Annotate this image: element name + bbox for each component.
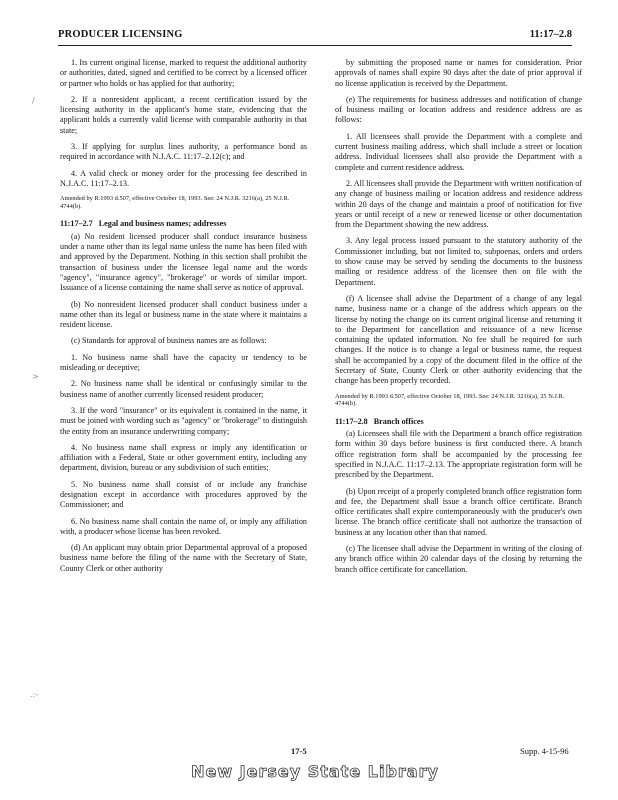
amendment-note: Amended by R.1993 d.507, effective October 18, 1993. See: 24 N.J.R. 3216(a), 25 N.J.R. 4744(b). <box>335 392 565 408</box>
paragraph: (c) Standards for approval of business names are as follows: <box>71 336 267 346</box>
margin-mark: / <box>32 96 35 105</box>
header-chapter-title: PRODUCER LICENSING <box>58 29 183 40</box>
paragraph: (d) An applicant may obtain prior Departmental approval of a proposed business name before the filing of the name with the Secretary of State, County Clerk or other authority <box>60 543 307 573</box>
paragraph: (a) Licensees shall file with the Department a branch office registration form within 30 days before business is first conducted there. A branch office registration form shall be accompanied by the processing fee specified in N.J.A.C. 11:17–2.13. The appropriate registration form will be prescribed by the Department. <box>335 429 582 480</box>
paragraph: 1. All licensees shall provide the Department with a complete and current business mailing address, which shall include a street or location address. Individual licensees shall also provide the Department with a complete and current residence address. <box>335 131 582 172</box>
right-column <box>335 58 582 581</box>
paragraph: 2. No business name shall be identical or confusingly similar to the business name of another currently licensed resident producer; <box>60 379 307 399</box>
paragraph: 3. Any legal process issued pursuant to the statutory authority of the Commissioner including, but not limited to, subpoenas, orders and orders to show cause may be served by sending the documents to the business mailing or residence address of the licensee then on file with the Department. <box>335 236 582 287</box>
amendment-note: Amended by R.1993 d.507, effective October 18, 1993. See: 24 N.J.R. 3216(a), 25 N.J.R. 4744(b). <box>60 195 290 210</box>
paragraph: (e) The requirements for business addresses and notification of change of business mailing or location address and residence address are as follows: <box>335 94 582 125</box>
paragraph: 3. If applying for surplus lines authority, a performance bond as required in accordance with N.J.A.C. 11:17–2.12(c); and <box>60 142 307 162</box>
paragraph: 2. All licensees shall provide the Department with written notification of any change of business mailing or location address and residence address within 20 days of the change and maintain a proof of notification for five years or until receipt of a new or renewed license or other documentation from the Department showing the new address. <box>335 178 582 230</box>
margin-mark: .:- <box>30 690 39 699</box>
section-number: 11:17–2.8 <box>335 416 368 426</box>
margin-mark: > <box>32 372 39 381</box>
paragraph: by submitting the proposed name or names for consideration. Prior approvals of names shall expire 90 days after the date of prior approval if no license application is received by the Department. <box>335 58 582 88</box>
page-number: 17-5 <box>291 746 307 756</box>
paragraph: (c) The licensee shall advise the Department in writing of the closing of any branch office within 20 calendar days of the closing by returning the branch office certificate for cancellation. <box>335 544 582 574</box>
section-heading <box>60 219 307 229</box>
paragraph: 4. No business name shall express or imply any identification or affiliation with a Federal, State or other government entity, including any department, division, bureau or any subdivision of such entities; <box>60 442 307 473</box>
section-title: Branch offices <box>373 416 424 426</box>
paragraph: 5. No business name shall consist of or include any franchise designation except in accordance with procedures approved by the Commissioner; and <box>60 479 307 510</box>
running-header <box>58 29 572 46</box>
library-stamp: New Jersey State Library <box>191 762 439 781</box>
paragraph: 2. If a nonresident applicant, a recent certification issued by the licensing authority in the applicant's home state, evidencing that the applicant holds a currently valid license with comparable authority in that state; <box>60 94 307 135</box>
section-title: Legal and business names; addresses <box>98 219 227 229</box>
paragraph: (b) Upon receipt of a properly completed branch office registration form and fee, the Department shall issue a branch office certificate. Branch office certificates shall expire contemporaneously with the producer's own license. The branch office certificate shall not authorize the transaction of business at any location other than that named. <box>335 486 582 537</box>
paragraph: 3. If the word "insurance" or its equivalent is contained in the name, it must be joined with wording such as "agency" or "brokerage" to distinguish the entity from an insurance underwriting company; <box>60 405 307 436</box>
paragraph: 1. Its current original license, marked to request the additional authority or authorities, dated, signed and certified to be correct by a licensed officer or partner who holds or has applied for that authority; <box>60 58 307 88</box>
paragraph: (a) No resident licensed producer shall conduct insurance business under a name other than its legal name unless the name has been filed with and approved by the Department. Nothing in this section shall prohibit the transaction of business under the licensee legal name and the words "agency", "insurance agency", "brokerage" or words of similar import. Issuance of a license containing the name shall serve as notice of approval. <box>60 231 307 293</box>
paragraph: 6. No business name shall contain the name of, or imply any affiliation with, a producer whose license has been revoked. <box>60 516 307 536</box>
header-section-number: 11:17–2.8 <box>529 29 572 40</box>
paragraph: 4. A valid check or money order for the processing fee described in N.J.A.C. 11:17–2.13. <box>60 168 307 188</box>
left-column <box>60 58 307 580</box>
paragraph: 1. No business name shall have the capacity or tendency to be misleading or deceptive; <box>60 352 307 373</box>
paragraph: (f) A licensee shall advise the Department of a change of any legal name, business name or a change of the address which appears on the license by noting the change on its current original license and returning it to the Department for cancellation and reissuance of a new license containing the updated information. No fee shall be required for such changes. If the notice is to change a legal or business name, the request shall be accompanied by a copy of the document filed in the office of the Secretary of State, County Clerk or other authority evidencing that the change has been properly recorded. <box>335 293 582 386</box>
paragraph: (b) No nonresident licensed producer shall conduct business under a name other than its legal or business name in the state where it maintains a resident license. <box>60 299 307 330</box>
section-number: 11:17–2.7 <box>60 219 93 229</box>
supplement-date: Supp. 4-15-96 <box>520 746 569 756</box>
section-heading <box>335 417 582 427</box>
